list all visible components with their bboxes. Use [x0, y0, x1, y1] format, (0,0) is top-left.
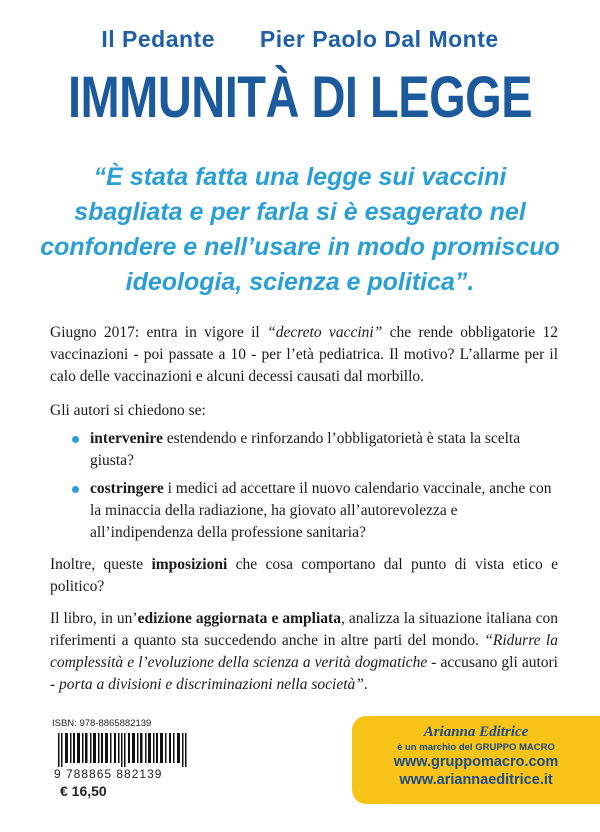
- bullet-icon: [72, 486, 79, 493]
- publisher-box: [352, 716, 600, 804]
- price-label: € 16,50: [60, 783, 107, 799]
- citation-part-1: “Ridurre la complessità e l’evoluzione della scienza a verità dogmatiche: [50, 632, 558, 671]
- intro-text-b: che rende obbligatorie 12 vaccinazioni - poi passate a 10 - per l’età pediatrica. Il motivo? L’allarme per il calo delle vaccinazioni e alcuni decessi causati dal morbillo.: [50, 324, 558, 385]
- impositions-keyword: imposizioni: [151, 556, 228, 573]
- list-item-keyword: intervenire: [90, 430, 163, 447]
- book-text-b: , analizza la situazione italiana con riferimenti a quanto sta succedendo anche in altre parti del mondo.: [50, 610, 559, 649]
- paragraph-questions: Gli autori si chiedono se:: [50, 402, 206, 419]
- citation-part-2: porta a divisioni e discriminazioni nella società”: [59, 676, 364, 693]
- publisher-name: Arianna Editrice: [423, 724, 529, 740]
- intro-text-a: Giugno 2017: entra in vigore il: [50, 324, 268, 341]
- decree-name: “decreto vaccini”: [267, 324, 383, 341]
- impositions-text-a: Inoltre, queste: [50, 556, 152, 573]
- publisher-url-arianna: www.ariannaeditrice.it: [399, 772, 553, 788]
- book-text-end: .: [363, 676, 368, 693]
- authors-line: [0, 26, 600, 53]
- barcode-image: [58, 733, 188, 767]
- impositions-text-b: che cosa comportano dal punto di vista etico e politico?: [50, 556, 558, 595]
- paragraph-book: [50, 608, 558, 696]
- pull-quote: “È stata fatta una legge sui vaccini sbagliata e per farla si è esagerato nel confondere e nell’usare in modo promiscuo ideologia, scienza e politica”.: [40, 163, 560, 296]
- publisher-url-macro: www.gruppomacro.com: [393, 754, 559, 770]
- list-item-text: estendendo e rinforzando l’obbligatorietà è stata la scelta giusta?: [90, 430, 521, 469]
- book-text-a: Il libro, in un’: [50, 610, 138, 627]
- list-item: [70, 428, 560, 472]
- list-item: [70, 478, 560, 544]
- book-text-c: - accusano gli autori -: [50, 654, 558, 693]
- question-list: [70, 428, 560, 550]
- paragraph-impositions: [50, 554, 558, 598]
- publisher-tagline: è un marchio del GRUPPO MACRO: [397, 742, 555, 753]
- edition-keyword: edizione aggiornata e ampliata: [137, 610, 341, 627]
- barcode-digits: 9 788865 882139: [54, 767, 163, 781]
- paragraph-intro: [50, 322, 558, 388]
- book-title: IMMUNITÀ DI LEGGE: [67, 63, 533, 130]
- list-item-text: i medici ad accettare il nuovo calendario vaccinale, anche con la minaccia della radiazione, ha giovato all’autorevolezza e all’indipendenza della professione sanitaria?: [90, 480, 552, 541]
- list-item-keyword: costringere: [90, 480, 164, 497]
- author-dal-monte: Pier Paolo Dal Monte: [259, 26, 499, 52]
- isbn-label: ISBN: 978-8865882139: [52, 718, 152, 729]
- author-il-pedante: Il Pedante: [101, 26, 215, 52]
- bullet-icon: [72, 436, 79, 443]
